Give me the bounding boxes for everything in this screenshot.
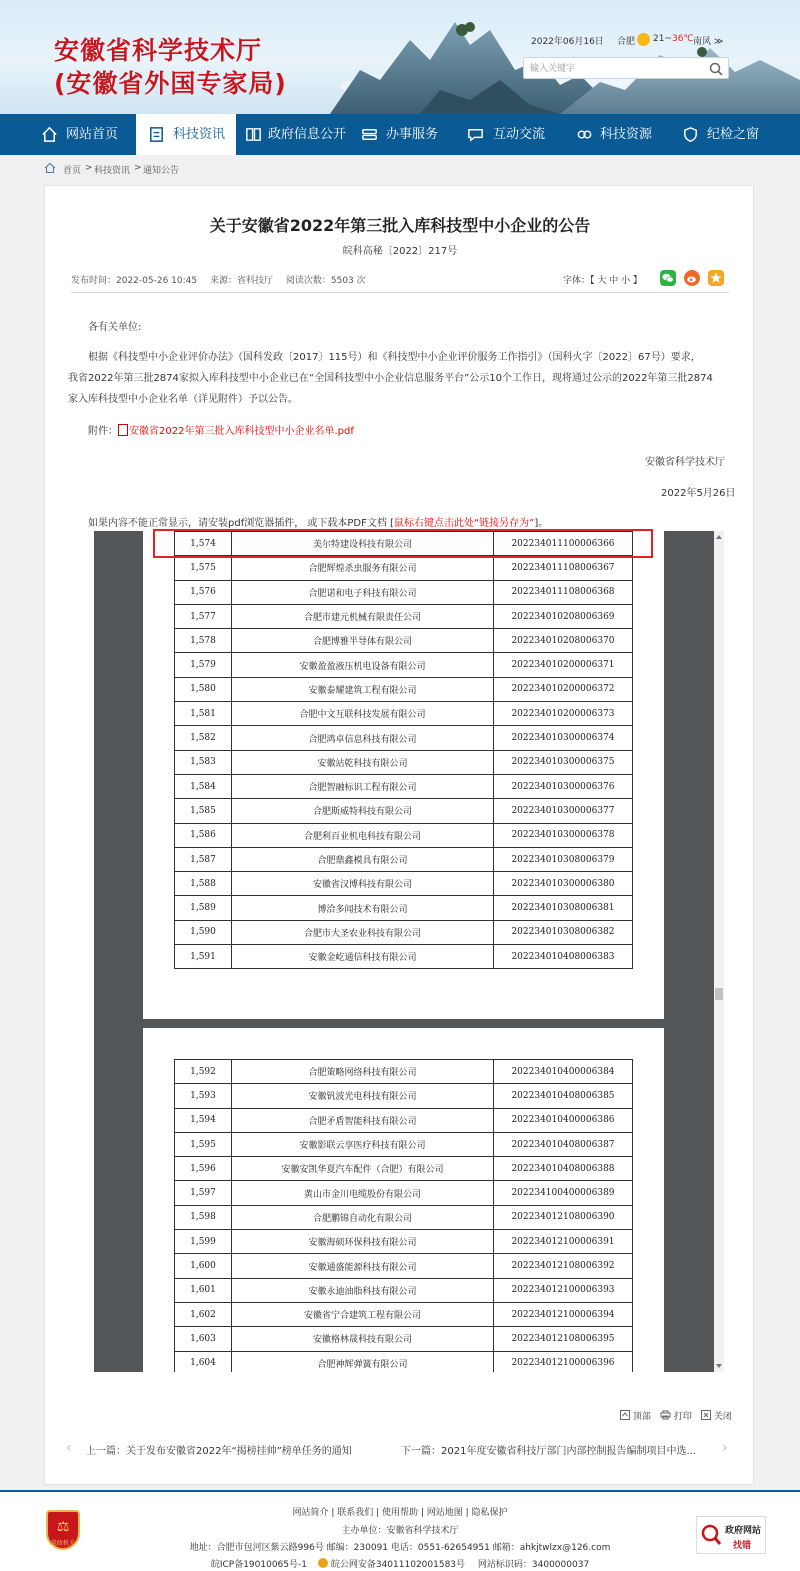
table-row xyxy=(175,629,633,653)
printer-icon xyxy=(660,1410,671,1420)
row-number: 1,587 xyxy=(175,847,232,871)
site-title[interactable]: 安徽省科学技术厅 (安徽省外国专家局) xyxy=(54,36,287,98)
gov-site-error-report[interactable]: 政府网站 找错 xyxy=(696,1516,766,1554)
badge-text: 党政机关 xyxy=(50,1540,75,1547)
company-name: 合肥市大圣农业科技有限公司 xyxy=(232,920,494,944)
registration-number: 202234010300006377 xyxy=(494,799,633,823)
row-number: 1,583 xyxy=(175,750,232,774)
company-name: 合肥智融标识工程有限公司 xyxy=(232,774,494,798)
table-row xyxy=(175,945,633,969)
company-name: 合肥市建元机械有限责任公司 xyxy=(232,604,494,628)
wechat-share-icon[interactable] xyxy=(660,270,676,286)
row-number: 1,597 xyxy=(175,1181,232,1205)
registration-number: 202234100400006389 xyxy=(494,1181,633,1205)
home-icon xyxy=(40,125,59,144)
book-icon xyxy=(244,125,263,144)
pdf-page xyxy=(143,531,664,1019)
footer-address: 地址：合肥市包河区紫云路996号 邮编：230091 电话：0551-62654951 邮箱：ahkjtwlzx@126.com xyxy=(189,1543,611,1553)
table-row xyxy=(175,1157,633,1181)
favorite-star-icon[interactable] xyxy=(708,270,724,286)
row-number: 1,578 xyxy=(175,629,232,653)
registration-number: 202234012108006390 xyxy=(494,1205,633,1229)
registration-number: 202234010300006380 xyxy=(494,872,633,896)
company-name: 合肥鼎鑫模具有限公司 xyxy=(232,847,494,871)
article-source: 来源：省科技厅 xyxy=(209,276,273,286)
meta-divider xyxy=(71,292,729,293)
breadcrumb-separator: > xyxy=(134,163,142,173)
body-paragraph-line: 家入库科技型中小企业名单（详见附件）予以公告。 xyxy=(68,394,298,405)
body-paragraph-line: 根据《科技型中小企业评价办法》（国科发政〔2017〕115号）和《科技型中小企业评价服务工作指引》（国科火字〔2022〕67号）要求， xyxy=(88,352,701,363)
pdf-page xyxy=(143,1028,664,1372)
header-wind: 南风 ≫ xyxy=(693,37,724,47)
chevron-right-icon: › xyxy=(722,1440,728,1456)
close-icon xyxy=(701,1410,711,1420)
table-row xyxy=(175,1327,633,1351)
company-name: 合肥策略网络科技有限公司 xyxy=(232,1060,494,1084)
footer-icp-line xyxy=(0,1557,800,1570)
attachment-row xyxy=(88,422,354,437)
publish-time: 发布时间：2022-05-26 10:45 xyxy=(71,276,198,286)
table-row xyxy=(175,1351,633,1372)
company-name: 安徽钒波光电科技有限公司 xyxy=(232,1084,494,1108)
table-row xyxy=(175,1060,633,1084)
search-icon[interactable] xyxy=(708,61,724,77)
registration-number: 202234010200006373 xyxy=(494,702,633,726)
registration-number: 202234010308006382 xyxy=(494,920,633,944)
footer-icp[interactable]: 皖ICP备19010065号-1 xyxy=(210,1560,307,1570)
service-icon xyxy=(360,125,379,144)
row-number: 1,602 xyxy=(175,1302,232,1326)
company-name: 安徽站乾科技有限公司 xyxy=(232,750,494,774)
registration-number: 202234010300006374 xyxy=(494,726,633,750)
row-number: 1,600 xyxy=(175,1254,232,1278)
row-number: 1,601 xyxy=(175,1278,232,1302)
table-row xyxy=(175,1302,633,1326)
footer-site-code: 网站标识码：3400000037 xyxy=(477,1560,590,1570)
row-number: 1,585 xyxy=(175,799,232,823)
company-name: 安徽影联云享医疗科技有限公司 xyxy=(232,1132,494,1156)
company-name: 合肥鹏锦自动化有限公司 xyxy=(232,1205,494,1229)
row-number: 1,589 xyxy=(175,896,232,920)
registration-number: 202234011100006366 xyxy=(494,532,633,556)
article-meta xyxy=(71,273,376,286)
table-row xyxy=(175,1132,633,1156)
table-row xyxy=(175,677,633,701)
header-date: 2022年06月16日 xyxy=(531,37,604,47)
sunny-weather-icon xyxy=(637,33,650,46)
tool-print[interactable]: 打印 xyxy=(660,1409,692,1422)
row-number: 1,596 xyxy=(175,1157,232,1181)
table-row xyxy=(175,1230,633,1254)
company-name: 黄山市金川电缆股份有限公司 xyxy=(232,1181,494,1205)
scroll-up-arrow-icon[interactable] xyxy=(716,535,722,539)
row-number: 1,595 xyxy=(175,1132,232,1156)
row-number: 1,590 xyxy=(175,920,232,944)
shield-icon xyxy=(681,125,700,144)
header-temperature: 21~36℃ xyxy=(653,34,694,44)
table-row xyxy=(175,1108,633,1132)
document-icon xyxy=(147,125,166,144)
tool-close[interactable]: 关闭 xyxy=(701,1409,732,1422)
salutation: 各有关单位: xyxy=(88,322,142,333)
row-number: 1,584 xyxy=(175,774,232,798)
breadcrumb-home[interactable]: 首页 xyxy=(63,166,82,176)
nav-tech-resources[interactable]: 科技资源 xyxy=(567,114,667,155)
company-name: 合肥辉煌杀虫服务有限公司 xyxy=(232,556,494,580)
table-row xyxy=(175,847,633,871)
company-name: 安徽泰耀建筑工程有限公司 xyxy=(232,677,494,701)
table-row xyxy=(175,653,633,677)
registration-number: 202234010408006388 xyxy=(494,1157,633,1181)
row-number: 1,603 xyxy=(175,1327,232,1351)
chat-icon xyxy=(466,125,485,144)
company-name: 安徽通盛能源科技有限公司 xyxy=(232,1254,494,1278)
nav-discipline[interactable]: 纪检之窗 xyxy=(675,114,775,155)
company-name: 安徽金屹通信科技有限公司 xyxy=(232,945,494,969)
footer-sponsor: 主办单位：安徽省科学技术厅 xyxy=(341,1526,459,1536)
row-number: 1,598 xyxy=(175,1205,232,1229)
table-row xyxy=(175,750,633,774)
pdf-notice: 如果内容不能正常显示，请安装pdf浏览器插件， 或下载本PDF文档 [鼠标右键点击此处“链接另存为”]。 xyxy=(88,518,549,529)
registration-number: 202234012108006395 xyxy=(494,1327,633,1351)
registration-number: 202234012100006391 xyxy=(494,1230,633,1254)
site-header xyxy=(0,0,800,114)
body-paragraph-line: 我省2022年第三批2874家拟入库科技型中小企业已在“全国科技型中小企业信息服务平台”公示10个工作日，现将通过公示的2022年第三批2874 xyxy=(68,373,713,384)
weibo-share-icon[interactable] xyxy=(684,270,700,286)
document-number: 皖科高秘〔2022〕217号 xyxy=(342,246,458,257)
company-name: 合肥矛盾智能科技有限公司 xyxy=(232,1108,494,1132)
table-row xyxy=(175,604,633,628)
company-name: 安徽海硕环保科技有限公司 xyxy=(232,1230,494,1254)
pdf-file-icon xyxy=(118,424,128,436)
table-row xyxy=(175,726,633,750)
search-box xyxy=(523,57,729,79)
row-number: 1,581 xyxy=(175,702,232,726)
pdf-download-link[interactable]: 鼠标右键点击此处“链接另存为” xyxy=(393,518,535,529)
table-row xyxy=(175,872,633,896)
company-name: 合肥斯威特科技有限公司 xyxy=(232,799,494,823)
registration-number: 202234010308006379 xyxy=(494,847,633,871)
police-badge-icon xyxy=(318,1558,328,1568)
top-arrow-icon xyxy=(620,1410,630,1420)
highlight-box xyxy=(153,529,653,558)
attachment-link[interactable]: 安徽省2022年第三批入库科技型中小企业名单.pdf xyxy=(129,426,354,437)
row-number: 1,593 xyxy=(175,1084,232,1108)
table-row xyxy=(175,1278,633,1302)
table-row xyxy=(175,920,633,944)
home-icon xyxy=(44,162,56,174)
breadcrumb-tech-news[interactable]: 科技资讯 xyxy=(94,166,131,176)
font-size-switch[interactable]: 字体：【 大 中 小 】 xyxy=(563,276,642,286)
company-name: 博洽多闻技术有限公司 xyxy=(232,896,494,920)
footer-police[interactable]: 皖公网安备34011102001583号 xyxy=(330,1560,466,1570)
company-name: 安徽永迪油脂科技有限公司 xyxy=(232,1278,494,1302)
row-number: 1,604 xyxy=(175,1351,232,1372)
row-number: 1,594 xyxy=(175,1108,232,1132)
chevron-left-icon: ‹ xyxy=(66,1440,72,1456)
footer-links[interactable]: 网站简介 | 联系我们 | 使用帮助 | 网站地图 | 隐私保护 xyxy=(292,1508,508,1518)
row-number: 1,580 xyxy=(175,677,232,701)
table-row xyxy=(175,799,633,823)
registration-number: 202234012100006394 xyxy=(494,1302,633,1326)
nav-services[interactable]: 办事服务 xyxy=(352,114,452,155)
registration-number: 202234010308006381 xyxy=(494,896,633,920)
registration-number: 202234010200006371 xyxy=(494,653,633,677)
row-number: 1,576 xyxy=(175,580,232,604)
registration-number: 202234011108006367 xyxy=(494,556,633,580)
registration-number: 202234012100006396 xyxy=(494,1351,633,1372)
row-number: 1,586 xyxy=(175,823,232,847)
registration-number: 202234012100006393 xyxy=(494,1278,633,1302)
row-number: 1,582 xyxy=(175,726,232,750)
company-name: 合肥鸿卓信息科技有限公司 xyxy=(232,726,494,750)
main-nav xyxy=(0,114,800,155)
table-row xyxy=(175,1181,633,1205)
company-name: 安徽盈盈液压机电设备有限公司 xyxy=(232,653,494,677)
nav-home[interactable]: 网站首页 xyxy=(36,114,136,155)
company-name: 安徽省宁合建筑工程有限公司 xyxy=(232,1302,494,1326)
registration-number: 202234010408006387 xyxy=(494,1132,633,1156)
company-name: 安徽省汉博科技有限公司 xyxy=(232,872,494,896)
scroll-down-arrow-icon[interactable] xyxy=(716,1364,722,1368)
article-title: 关于安徽省2022年第三批入库科技型中小企业的公告 xyxy=(209,216,591,235)
registration-number: 202234010300006378 xyxy=(494,823,633,847)
registration-number: 202234010208006369 xyxy=(494,604,633,628)
view-count: 阅读次数：5503 次 xyxy=(285,276,366,286)
pdf-company-table xyxy=(174,531,633,969)
company-name: 合肥神辉弹簧有限公司 xyxy=(232,1351,494,1372)
pdf-company-table xyxy=(174,1059,633,1372)
row-number: 1,579 xyxy=(175,653,232,677)
row-number: 1,599 xyxy=(175,1230,232,1254)
header-city: 合肥 xyxy=(617,37,636,47)
site-footer xyxy=(0,1490,800,1571)
pdf-viewer[interactable] xyxy=(94,531,724,1372)
link-icon xyxy=(575,125,594,144)
table-row xyxy=(175,580,633,604)
nav-gov-info[interactable]: 政府信息公开 xyxy=(236,114,346,155)
next-article-link[interactable]: 下一篇：2021年度安徽省科技厅部门内部控制报告编制项目中选... xyxy=(401,1446,696,1457)
table-row xyxy=(175,823,633,847)
company-name: 美尔特建设科技有限公司 xyxy=(232,532,494,556)
row-number: 1,588 xyxy=(175,872,232,896)
table-row xyxy=(175,774,633,798)
table-row xyxy=(175,702,633,726)
company-name: 安徽格林晟科技有限公司 xyxy=(232,1327,494,1351)
table-row xyxy=(175,1205,633,1229)
company-name: 合肥博雅半导体有限公司 xyxy=(232,629,494,653)
row-number: 1,577 xyxy=(175,604,232,628)
pdf-scrollbar[interactable] xyxy=(714,531,724,1372)
row-number: 1,574 xyxy=(175,532,232,556)
registration-number: 202234010408006385 xyxy=(494,1084,633,1108)
scroll-thumb[interactable] xyxy=(715,988,723,1000)
magnifier-icon xyxy=(700,1523,722,1547)
sign-date: 2022年5月26日 xyxy=(661,488,736,499)
registration-number: 202234010400006386 xyxy=(494,1108,633,1132)
table-row xyxy=(175,1084,633,1108)
tool-top[interactable]: 顶部 xyxy=(620,1409,651,1422)
table-row xyxy=(175,896,633,920)
nav-tech-news[interactable]: 科技资讯 xyxy=(136,114,236,155)
prev-article-link[interactable]: 上一篇：关于发布安徽省2022年“揭榜挂帅”榜单任务的通知 xyxy=(86,1446,352,1457)
nav-interaction[interactable]: 互动交流 xyxy=(460,114,560,155)
row-number: 1,575 xyxy=(175,556,232,580)
row-number: 1,592 xyxy=(175,1060,232,1084)
registration-number: 202234010408006383 xyxy=(494,945,633,969)
registration-number: 202234010208006370 xyxy=(494,629,633,653)
table-row xyxy=(175,1254,633,1278)
row-number: 1,591 xyxy=(175,945,232,969)
company-name: 合肥利百业机电科技有限公司 xyxy=(232,823,494,847)
search-input[interactable] xyxy=(530,61,700,76)
party-government-badge-icon[interactable]: ⚖ 党政机关 xyxy=(46,1510,80,1550)
registration-number: 202234010300006376 xyxy=(494,774,633,798)
registration-number: 202234010400006384 xyxy=(494,1060,633,1084)
registration-number: 202234011108006368 xyxy=(494,580,633,604)
company-name: 合肥诺和电子科技有限公司 xyxy=(232,580,494,604)
company-name: 合肥中文互联科技发展有限公司 xyxy=(232,702,494,726)
table-row xyxy=(175,556,633,580)
registration-number: 202234010300006375 xyxy=(494,750,633,774)
company-name: 安徽安凯华夏汽车配件（合肥）有限公司 xyxy=(232,1157,494,1181)
signature: 安徽省科学技术厅 xyxy=(645,457,725,468)
breadcrumb-separator: > xyxy=(85,163,93,173)
registration-number: 202234010200006372 xyxy=(494,677,633,701)
registration-number: 202234012108006392 xyxy=(494,1254,633,1278)
attachment-label: 附件： xyxy=(88,426,118,437)
breadcrumb-current: 通知公告 xyxy=(143,166,180,176)
